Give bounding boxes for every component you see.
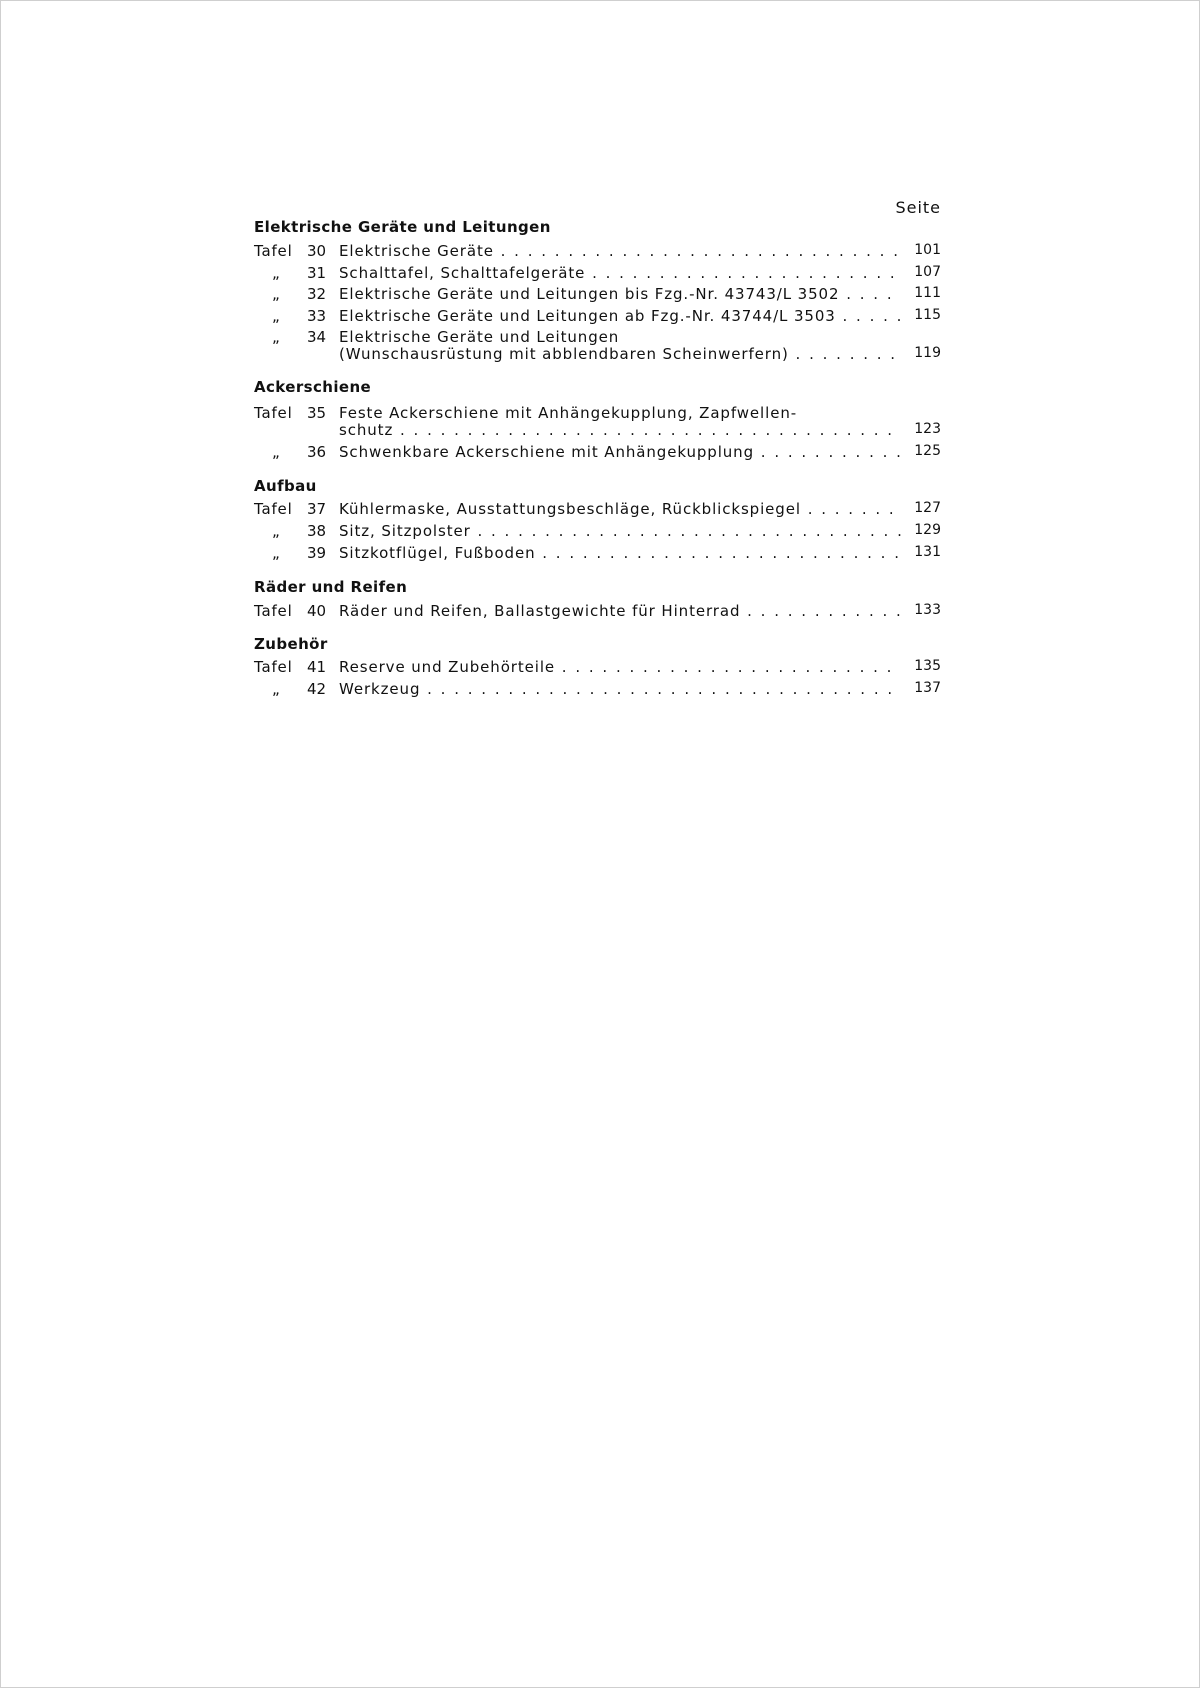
entry-title: Schwenkbare Ackerschiene mit Anhängekupplung . . . xyxy=(339,443,901,461)
entry-number: 32 xyxy=(307,285,327,303)
entry-page: 135 xyxy=(914,658,941,674)
toc-entry-30[interactable] xyxy=(254,242,941,262)
entry-title: Elektrische Geräte . . . xyxy=(339,242,901,260)
entry-page: 111 xyxy=(914,285,941,301)
entry-page: 137 xyxy=(914,680,941,696)
entry-number: 30 xyxy=(307,242,327,260)
toc-entry-31[interactable] xyxy=(254,264,941,284)
entry-page: 131 xyxy=(914,544,941,560)
entry-page: 129 xyxy=(914,522,941,538)
entry-prefix: Tafel xyxy=(254,404,293,422)
entry-prefix: Tafel xyxy=(254,500,293,518)
entry-title: Elektrische Geräte und Leitungen bis Fzg.-Nr. 43743/L 3502 . . . xyxy=(339,285,901,303)
toc-entry-35-continued xyxy=(254,421,941,441)
entry-number: 42 xyxy=(307,680,327,698)
entry-title: Elektrische Geräte und Leitungen xyxy=(339,328,620,346)
entry-page: 107 xyxy=(914,264,941,280)
entry-prefix: „ xyxy=(272,443,281,461)
toc-entry-33[interactable] xyxy=(254,307,941,327)
entry-title: Räder und Reifen, Ballastgewichte für Hinterrad . . . xyxy=(339,602,901,620)
entry-page: 125 xyxy=(914,443,941,459)
toc-entry-38[interactable] xyxy=(254,522,941,542)
entry-title: Schalttafel, Schalttafelgeräte . . . xyxy=(339,264,901,282)
toc-entry-39[interactable] xyxy=(254,544,941,564)
entry-page: 119 xyxy=(914,345,941,361)
section-heading-elektrische: Elektrische Geräte und Leitungen xyxy=(254,218,551,236)
entry-number: 40 xyxy=(307,602,327,620)
section-heading-zubehoer: Zubehör xyxy=(254,635,328,653)
entry-number: 31 xyxy=(307,264,327,282)
entry-number: 33 xyxy=(307,307,327,325)
toc-entry-34-continued xyxy=(254,345,941,365)
entry-number: 39 xyxy=(307,544,327,562)
entry-number: 35 xyxy=(307,404,327,422)
entry-prefix: „ xyxy=(272,544,281,562)
entry-title: Elektrische Geräte und Leitungen ab Fzg.-Nr. 43744/L 3503 . . . xyxy=(339,307,901,325)
entry-number: 41 xyxy=(307,658,327,676)
entry-title: Sitz, Sitzpolster . . . xyxy=(339,522,901,540)
section-heading-aufbau: Aufbau xyxy=(254,477,317,495)
entry-title: Reserve und Zubehörteile . . . xyxy=(339,658,901,676)
entry-page: 123 xyxy=(914,421,941,437)
toc-entry-37[interactable] xyxy=(254,500,941,520)
entry-prefix: „ xyxy=(272,680,281,698)
entry-number: 38 xyxy=(307,522,327,540)
entry-title: Werkzeug . . . xyxy=(339,680,901,698)
entry-page: 101 xyxy=(914,242,941,258)
entry-prefix: Tafel xyxy=(254,602,293,620)
entry-page: 133 xyxy=(914,602,941,618)
entry-prefix: „ xyxy=(272,264,281,282)
entry-page: 115 xyxy=(914,307,941,323)
entry-prefix: „ xyxy=(272,307,281,325)
seite-label: Seite xyxy=(895,198,941,217)
entry-title-line2: schutz . . . xyxy=(339,421,901,439)
entry-title-line2: (Wunschausrüstung mit abblendbaren Scheinwerfern) . . . xyxy=(339,345,901,363)
entry-prefix: Tafel xyxy=(254,242,293,260)
toc-entry-32[interactable] xyxy=(254,285,941,305)
toc-entry-36[interactable] xyxy=(254,443,941,463)
toc-entry-41[interactable] xyxy=(254,658,941,678)
entry-prefix: Tafel xyxy=(254,658,293,676)
entry-page: 127 xyxy=(914,500,941,516)
entry-number: 36 xyxy=(307,443,327,461)
entry-prefix: „ xyxy=(272,285,281,303)
entry-title: Sitzkotflügel, Fußboden . . . xyxy=(339,544,901,562)
section-heading-raeder: Räder und Reifen xyxy=(254,578,408,596)
toc-entry-42[interactable] xyxy=(254,680,941,700)
entry-prefix: „ xyxy=(272,328,281,346)
entry-title: Feste Ackerschiene mit Anhängekupplung, Zapfwellen- xyxy=(339,404,798,422)
toc-entry-40[interactable] xyxy=(254,602,941,622)
entry-title: Kühlermaske, Ausstattungsbeschläge, Rückblickspiegel . . . xyxy=(339,500,901,518)
entry-prefix: „ xyxy=(272,522,281,540)
section-heading-ackerschiene: Ackerschiene xyxy=(254,378,372,396)
entry-number: 37 xyxy=(307,500,327,518)
entry-number: 34 xyxy=(307,328,327,346)
